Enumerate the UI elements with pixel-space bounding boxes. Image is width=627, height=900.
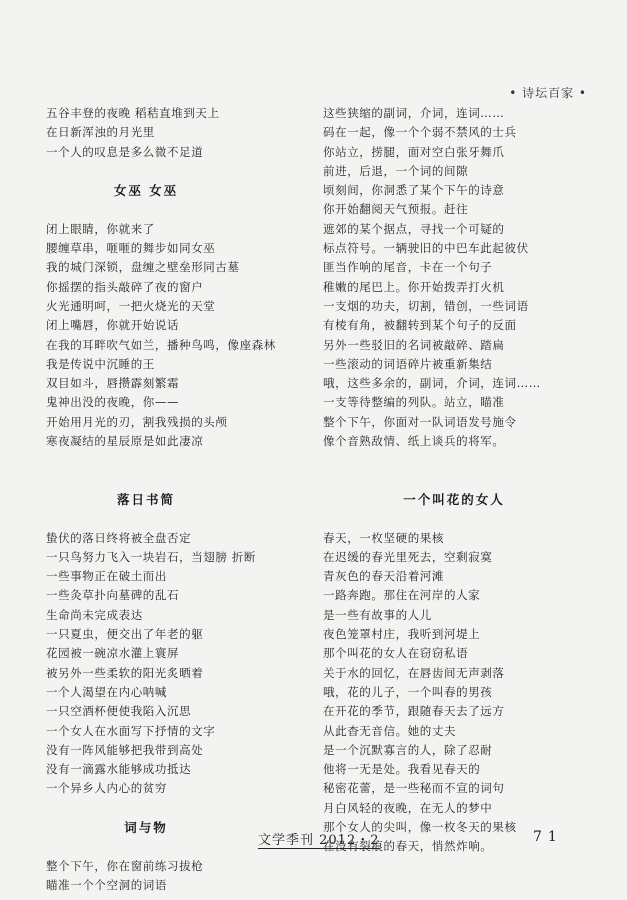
poem-line: 青灰色的春天沿着河滩 [323,569,444,584]
poem-line: 火光通明呵，一把火烧光的天堂 [46,298,216,313]
poem-line: 在开花的季节，跟随春天去了远方 [323,704,505,719]
poem-line: 一只空酒杯便使我陷入沉思 [46,704,192,719]
poem-line: 寒夜凝结的星辰原是如此凄凉 [46,434,204,449]
poem-line: 哦，花的儿子，一个叫春的男孩 [323,684,493,699]
left-column [46,104,296,895]
poem-line: 匪当作响的尾音，卡在一个句子 [323,260,493,275]
poem-line: 是一些有故事的人儿 [323,607,432,622]
poem-line: 那个女人的尖叫，像一枚冬天的果核 [323,819,517,834]
poem-line: 从此杳无音信。她的丈夫 [323,723,457,738]
poem-line: 一支等待整编的列队。站立，瞄准 [323,395,505,410]
poem-line: 鬼神出没的夜晚，你—— [46,395,180,410]
poem-line: 在没有裂痕的春天，悄然炸响。 [323,839,493,854]
poem-line: 稚嫩的尾巴上。你开始拨弄打火机 [323,279,505,294]
poem-line: 瞄准一个个空洞的词语 [46,877,167,892]
poem-line: 是一个沉默寡言的人，除了忍耐 [323,742,493,757]
poem-line: 遮郊的某个据点，寻找一个可疑的 [323,221,505,236]
poem-body-1 [46,220,296,452]
poem-line: 一只鸟努力飞入一块岩石，当翅膀 折断 [46,549,256,564]
poem-line: 那个叫花的女人在窃窃私语 [323,646,469,661]
poem-line: 开始用月光的刃，割我残损的头颅 [46,414,228,429]
poem-line: 花园被一碗凉水灌上寰屏 [46,646,180,661]
poem-line: 你摇摆的指头敲碎了夜的窗户 [46,279,204,294]
poem-line: 你开始翻阅天气预报。赶往 [323,202,469,217]
poem-body-2 [46,529,296,799]
poem-line: 没有一滴露水能够成功抵达 [46,762,192,777]
poem-line: 一个异乡人内心的贫穷 [46,781,167,796]
poem-line: 春天，一枚坚硬的果核 [323,530,444,545]
intro-lines [46,104,296,162]
poem-line: 关于水的回忆，在唇齿间无声剥落 [323,665,505,680]
poem-line: 月白风轻的夜晚，在无人的梦中 [323,800,493,815]
poem-line: 我是传说中沉睡的王 [46,356,155,371]
poem-line: 闭上眼睛，你就来了 [46,221,155,236]
poem-body-3 [46,857,296,896]
poem-line: 腰缠草串，咂咂的舞步如同女巫 [46,241,216,256]
poem-line: 五谷丰登的夜晚 稻秸直堆到天上 [46,106,220,120]
poem-line: 码在一起，像一个个弱不禁风的士兵 [323,125,517,140]
journal-footer: 文学季刊 2012・2 [258,833,380,848]
poem-line: 整个下午，你在窗前练习拔枪 [46,858,204,873]
poem-line: 生命尚未完成表达 [46,607,143,622]
poem-line: 一个人的叹息是多么微不足道 [46,144,204,159]
poem-line: 一支烟的功夫，切割，错创，一些词语 [323,298,529,313]
poem-line: 前进，后退，一个词的间隙 [323,163,469,178]
poem-title-2: 落日书简 [116,491,175,507]
poem-line: 在迟缓的春光里死去，空剩寂寞 [323,549,493,564]
poem-line: 蛰伏的落日终将被全盘否定 [46,530,192,545]
poem-line: 整个下午，你面对一队词语发号施令 [323,414,517,429]
poem-line: 我的城门深锁，盘缠之壁垒形同古墓 [46,260,240,275]
poem-line: 闭上嘴唇，你就开始说话 [46,318,180,333]
poem-line: 秘密花蕾，是一些秘而不宣的词句 [323,781,505,796]
page-number: 71 [533,829,563,845]
poem-continuation [323,104,585,451]
poem-title-4: 一个叫花的女人 [403,491,505,507]
poem-line: 一只夏虫，便交出了年老的躯 [46,627,204,642]
section-tag: • 诗坛百家 • [509,86,587,100]
right-column [323,104,585,857]
poem-line: 一些灸草扑向墓碑的乱石 [46,588,180,603]
poem-title-1: 女巫 女巫 [113,183,179,199]
poem-line: 在日新浑浊的月光里 [46,125,155,140]
poem-line: 他将一无是处。我看见春天的 [323,762,481,777]
poem-line: 一路奔跑。那住在河岸的人家 [323,588,481,603]
poem-line: 一些事物正在破土而出 [46,569,167,584]
poem-line: 一个女人在水面写下抒情的文字 [46,723,216,738]
poem-line: 一个人渴望在内心呐喊 [46,684,167,699]
poem-body-4 [323,529,585,857]
poem-line: 一些滚动的词语碎片被重新集结 [323,356,493,371]
poem-line: 没有一阵风能够把我带到高处 [46,742,204,757]
poem-line: 夜色笼罩村庄，我听到河堤上 [323,627,481,642]
poem-title-3: 词与物 [124,819,168,835]
poem-line: 哦，这些多余的，副词，介词，连词…… [323,376,541,391]
poem-line: 有棱有角，被翻转到某个句子的反面 [323,318,517,333]
poem-line: 你站立，捞腿，面对空白张牙舞爪 [323,144,505,159]
poem-line: 双目如斗，唇攒霹刻繁霜 [46,376,180,391]
poem-line: 顷刻间，你洞悉了某个下午的诗意 [323,183,505,198]
poem-line: 另外一些驳旧的名词被敲碎、踏扁 [323,337,505,352]
poem-line: 被另外一些柔软的阳光炙晒着 [46,665,204,680]
poem-line: 在我的耳畔吹气如兰，播种鸟鸣，像座森林 [46,337,276,352]
poem-line: 像个音熟敌情、纸上谈兵的将军。 [323,434,505,449]
poem-line: 标点符号。一辆驶旧的中巴车此起彼伏 [323,241,529,256]
poem-line: 这些狭缩的副词，介词，连词…… [323,106,505,120]
